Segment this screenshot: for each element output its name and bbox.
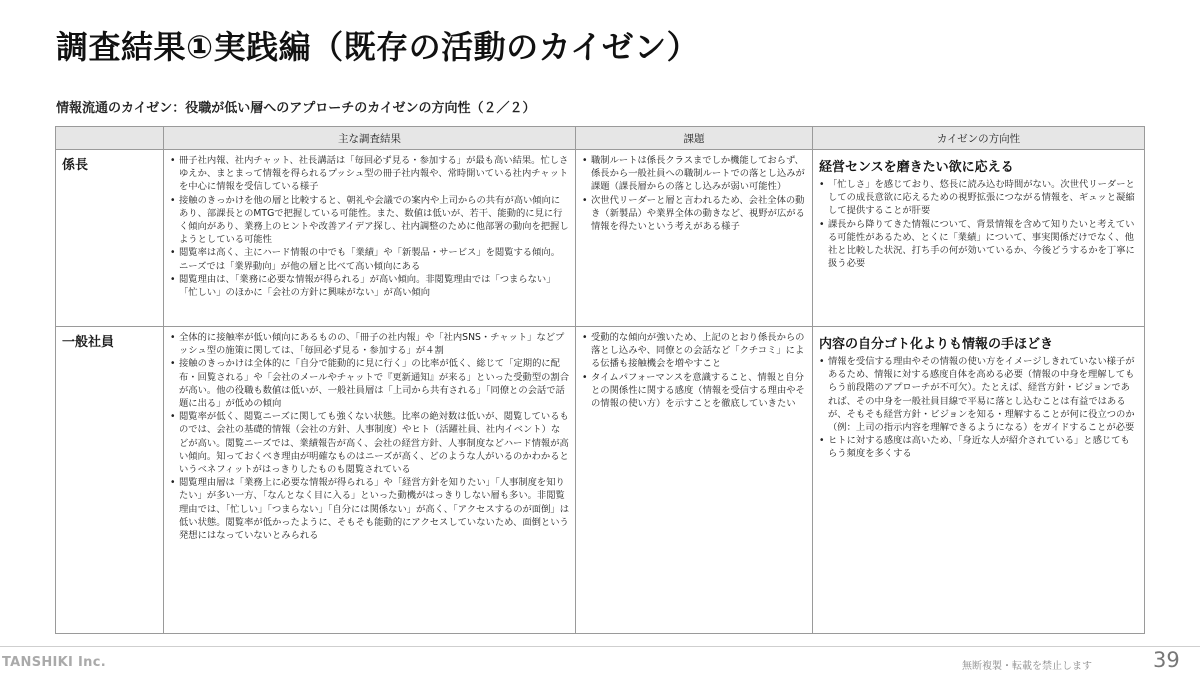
list-item: • 全体的に接触率が低い傾向にあるものの、「冊子の社内報」や「社内SNS・チャット」などプッシュ型の施策に関しては、「毎回必ず見る・参加する」が４割: [170, 331, 569, 357]
list-item: • 閲覧理由は、「業務に必要な情報が得られる」が高い傾向。非閲覧理由では「つまらない」「忙しい」のほかに「会社の方針に興味がない」が高い傾向: [170, 273, 569, 299]
footer-divider: [0, 646, 1200, 647]
direction-list: [819, 178, 1138, 270]
list-item: • 職制ルートは係長クラスまでしか機能しておらず、係長から一般社員への職制ルートでの落とし込みが課題（課長層からの落とし込みが弱い可能性）: [582, 154, 806, 194]
direction-cell: [813, 327, 1145, 634]
findings-cell: [164, 150, 576, 327]
header-issues: 課題: [576, 127, 813, 150]
issues-cell: [576, 150, 813, 327]
slide-subtitle: 情報流通のカイゼン：役職が低い層へのアプローチのカイゼンの方向性（２／２）: [56, 101, 536, 116]
list-item: • 接触のきっかけを他の層と比較すると、朝礼や会議での案内や上司からの共有が高い傾向にあり、部課長とのMTGで把握している可能性。また、数値は低いが、若干、能動的に見に行く傾向があり、業務上のヒントや改善アイデア探し、社内調整のために他部署の動向を把握しようとしている可能性: [170, 194, 569, 247]
list-item: • 閲覧率は高く、主にハード情報の中でも「業績」や「新製品・サービス」を閲覧する傾向。ニーズでは「業界動向」が他の層と比べて高い傾向にある: [170, 246, 569, 272]
role-cell: 一般社員: [56, 327, 164, 634]
list-item: • 閲覧率が低く、閲覧ニーズに関しても強くない状態。比率の絶対数は低いが、閲覧しているものでは、会社の基礎的情報（会社の方針、人事制度）やヒト（活躍社員、社内イベント）などが高い。閲覧ニーズでは、業績報告が高く、会社の経営方針、人事制度などハード情報が高い傾向。知っておくべき理由が明確なものはニーズが高く、どのような人がいるのかわかるというベネフィットがはっきりしたものも閲覧されている: [170, 410, 569, 476]
direction-list: [819, 355, 1138, 461]
findings-list: [170, 154, 569, 299]
list-item: • 次世代リーダーと層と言われるため、会社全体の動き（新製品）や業界全体の動きなど、視野が広がる情報を得たいという考えがある様子: [582, 194, 806, 234]
issues-list: [582, 331, 806, 410]
list-item: • タイムパフォーマンスを意識すること、情報と自分との関係性に関する感度（情報を受信する理由やその情報の使い方）を示すことを徹底していきたい: [582, 371, 806, 411]
table-row: [56, 150, 1145, 327]
list-item: • 接触のきっかけは全体的に「自分で能動的に見に行く」の比率が低く、総じて「定期的に配布・回覧される」や「会社のメールやチャットで『更新通知』が来る」といった受動型の割合が高い。他の役職も数値は低いが、一般社員層は「上司から共有される」「同僚との会話で話題に出る」が低めの傾向: [170, 357, 569, 410]
direction-heading: 経営センスを磨きたい欲に応える: [819, 160, 1014, 175]
table-row: [56, 327, 1145, 634]
header-role: [56, 127, 164, 150]
findings-table: [55, 126, 1145, 634]
list-item: • 課長から降りてきた情報について、背景情報を含めて知りたいと考えている可能性があるため、とくに「業績」について、事実関係だけでなく、他社と比較した状況、打ち手の何が効いているか、今後どうするかを丁寧に扱う必要: [819, 218, 1138, 271]
issues-cell: [576, 327, 813, 634]
direction-heading: 内容の自分ゴト化よりも情報の手ほどき: [819, 337, 1054, 352]
list-item: • 閲覧理由層は「業務上に必要な情報が得られる」や「経営方針を知りたい」「人事制度を知りたい」が多い一方、「なんとなく目に入る」といった動機がはっきりしない層も多い。非閲覧理由では、「忙しい」「つまらない」「自分には関係ない」が高く、「アクセスするのが面倒」は低い状態。閲覧率が低かったように、そもそも能動的にアクセスしていないため、面倒という発想にはなっていないとみられる: [170, 476, 569, 542]
list-item: • ヒトに対する感度は高いため、「身近な人が紹介されている」と感じてもらう頻度を多くする: [819, 434, 1138, 460]
list-item: • 冊子社内報、社内チャット、社長講話は「毎回必ず見る・参加する」が最も高い結果。忙しさゆえか、まとまって情報を得られるプッシュ型の冊子社内報や、常時開いている社内チャットを中心に情報を受信している様子: [170, 154, 569, 194]
table-header-row: [56, 127, 1145, 150]
slide-title: 調査結果①実践編（既存の活動のカイゼン）: [56, 28, 700, 66]
page-number: 39: [1153, 648, 1180, 672]
copyright-notice: 無断複製・転載を禁止します: [962, 661, 1092, 672]
direction-cell: [813, 150, 1145, 327]
list-item: • 情報を受信する理由やその情報の使い方をイメージしきれていない様子があるため、情報に対する感度自体を高める必要（情報の中身を理解してもらう前段階のアプローチが不可欠）。たとえば、経営方針・ビジョンであれば、その中身を一般社員目線で平易に落とし込むことは有益ではあるが、そもそも経営方針・ビジョンを知る・理解することが何に役立つのか（例：上司の指示内容を理解できるようになる）をガイドすることが必要: [819, 355, 1138, 434]
issues-list: [582, 154, 806, 233]
company-logo-text: TANSHIKI Inc.: [2, 655, 106, 670]
findings-list: [170, 331, 569, 542]
header-findings: 主な調査結果: [164, 127, 576, 150]
list-item: • 「忙しさ」を感じており、悠長に読み込む時間がない。次世代リーダーとしての成長意欲に応えるための視野拡張につながる情報を、ギュッと凝縮して提供することが肝要: [819, 178, 1138, 218]
findings-cell: [164, 327, 576, 634]
list-item: • 受動的な傾向が強いため、上記のとおり係長からの落とし込みや、同僚との会話など「クチコミ」による伝播も接触機会を増やすこと: [582, 331, 806, 371]
role-cell: 係長: [56, 150, 164, 327]
header-direction: カイゼンの方向性: [813, 127, 1145, 150]
